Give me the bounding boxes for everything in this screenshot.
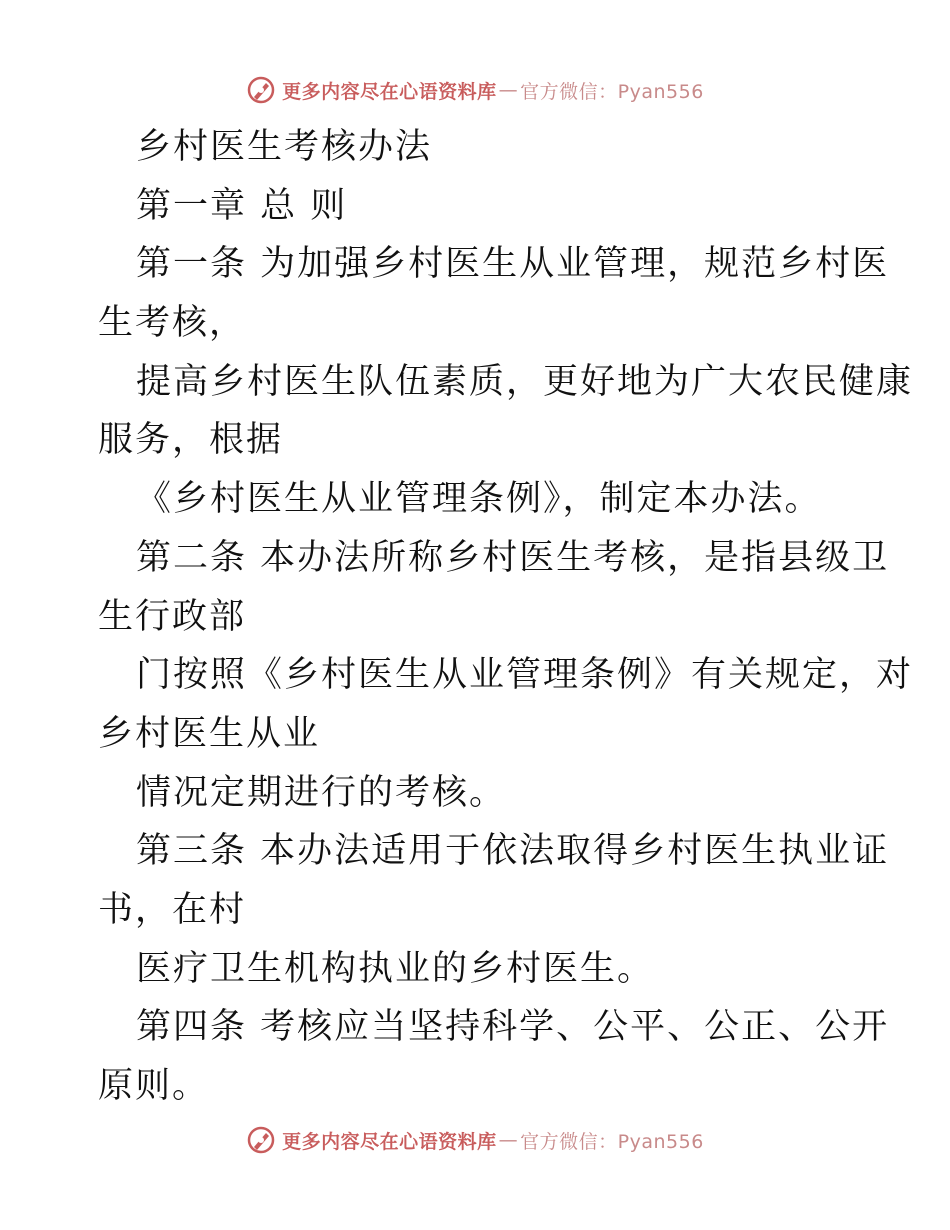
watermark-suffix: 官方微信：Pyan556 — [520, 1130, 704, 1153]
document-body — [98, 118, 914, 1116]
article-4-line-1: 第四条 考核应当坚持科学、公平、公正、公开 — [136, 1007, 890, 1048]
article-2-line-3: 门按照《乡村医生从业管理条例》有关规定，对 — [136, 655, 914, 696]
article-1-line-4: 服务，根据 — [98, 420, 284, 461]
pen-circle-logo-icon — [246, 1125, 276, 1155]
article-2-line-4: 乡村医生从业 — [98, 713, 321, 754]
article-2-line-1: 第二条 本办法所称乡村医生考核，是指县级卫 — [136, 537, 890, 578]
article-3-line-2: 书，在村 — [98, 889, 247, 930]
article-3-line-1: 第三条 本办法适用于依法取得乡村医生执业证 — [136, 831, 890, 872]
pen-circle-logo-icon — [246, 75, 276, 105]
article-1-line-3: 提高乡村医生队伍素质，更好地为广大农民健康 — [136, 361, 914, 402]
article-4-line-2: 原则。 — [98, 1066, 210, 1106]
watermark-prefix: 更多内容尽在心语资料库 — [282, 80, 497, 103]
article-1-line-2: 生考核， — [98, 303, 247, 344]
article-2-line-5: 情况定期进行的考核。 — [136, 772, 507, 813]
watermark-prefix: 更多内容尽在心语资料库 — [282, 1130, 497, 1153]
footer-watermark — [0, 1120, 950, 1160]
watermark-suffix: 官方微信：Pyan556 — [520, 80, 704, 103]
chapter-heading: 第一章 总 则 — [136, 185, 348, 226]
article-1-line-1: 第一条 为加强乡村医生从业管理，规范乡村医 — [136, 244, 890, 285]
document-title: 乡村医生考核办法 — [136, 127, 433, 167]
watermark-dash: — — [498, 1129, 519, 1151]
article-2-line-2: 生行政部 — [98, 596, 247, 637]
article-3-line-3: 医疗卫生机构执业的乡村医生。 — [136, 948, 655, 989]
article-1-line-5: 《乡村医生从业管理条例》，制定本办法。 — [136, 479, 822, 520]
watermark-dash: — — [498, 79, 519, 101]
header-watermark — [0, 70, 950, 110]
